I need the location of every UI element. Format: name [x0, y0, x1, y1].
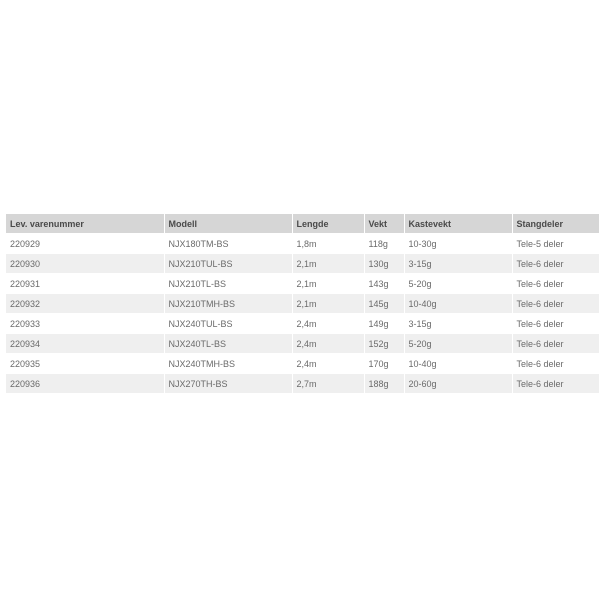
- header-supplier-number: Lev. varenummer: [6, 214, 164, 234]
- cell-length: 1,8m: [292, 234, 364, 254]
- table-row: [6, 274, 599, 294]
- header-row: [6, 214, 599, 234]
- cell-length: 2,4m: [292, 314, 364, 334]
- table-row: [6, 314, 599, 334]
- cell-model: NJX240TL-BS: [164, 334, 292, 354]
- cell-casting-weight: 3-15g: [404, 314, 512, 334]
- table-header: [6, 214, 599, 234]
- table-row: [6, 254, 599, 274]
- header-casting-weight: Kastevekt: [404, 214, 512, 234]
- cell-model: NJX210TL-BS: [164, 274, 292, 294]
- cell-rod-sections: Tele-6 deler: [512, 314, 599, 334]
- cell-supplier-number: 220934: [6, 334, 164, 354]
- cell-supplier-number: 220932: [6, 294, 164, 314]
- cell-length: 2,4m: [292, 334, 364, 354]
- cell-length: 2,1m: [292, 294, 364, 314]
- cell-casting-weight: 10-40g: [404, 294, 512, 314]
- cell-model: NJX240TMH-BS: [164, 354, 292, 374]
- header-length: Lengde: [292, 214, 364, 234]
- cell-weight: 143g: [364, 274, 404, 294]
- cell-casting-weight: 3-15g: [404, 254, 512, 274]
- cell-model: NJX270TH-BS: [164, 374, 292, 394]
- cell-supplier-number: 220933: [6, 314, 164, 334]
- cell-rod-sections: Tele-6 deler: [512, 254, 599, 274]
- cell-rod-sections: Tele-6 deler: [512, 274, 599, 294]
- cell-supplier-number: 220936: [6, 374, 164, 394]
- cell-casting-weight: 10-30g: [404, 234, 512, 254]
- cell-model: NJX210TMH-BS: [164, 294, 292, 314]
- cell-casting-weight: 10-40g: [404, 354, 512, 374]
- table-row: [6, 234, 599, 254]
- cell-casting-weight: 5-20g: [404, 274, 512, 294]
- cell-model: NJX180TM-BS: [164, 234, 292, 254]
- cell-weight: 188g: [364, 374, 404, 394]
- header-model: Modell: [164, 214, 292, 234]
- cell-model: NJX240TUL-BS: [164, 314, 292, 334]
- cell-casting-weight: 20-60g: [404, 374, 512, 394]
- cell-weight: 118g: [364, 234, 404, 254]
- cell-weight: 149g: [364, 314, 404, 334]
- header-rod-sections: Stangdeler: [512, 214, 599, 234]
- cell-weight: 145g: [364, 294, 404, 314]
- table-row: [6, 294, 599, 314]
- table-body: [6, 234, 599, 394]
- table-row: [6, 374, 599, 394]
- cell-supplier-number: 220929: [6, 234, 164, 254]
- cell-length: 2,1m: [292, 274, 364, 294]
- cell-rod-sections: Tele-6 deler: [512, 294, 599, 314]
- cell-rod-sections: Tele-6 deler: [512, 374, 599, 394]
- cell-weight: 130g: [364, 254, 404, 274]
- cell-rod-sections: Tele-5 deler: [512, 234, 599, 254]
- cell-weight: 170g: [364, 354, 404, 374]
- cell-rod-sections: Tele-6 deler: [512, 354, 599, 374]
- cell-length: 2,7m: [292, 374, 364, 394]
- cell-model: NJX210TUL-BS: [164, 254, 292, 274]
- cell-rod-sections: Tele-6 deler: [512, 334, 599, 354]
- cell-weight: 152g: [364, 334, 404, 354]
- cell-supplier-number: 220931: [6, 274, 164, 294]
- header-weight: Vekt: [364, 214, 404, 234]
- cell-length: 2,1m: [292, 254, 364, 274]
- cell-supplier-number: 220930: [6, 254, 164, 274]
- table-row: [6, 354, 599, 374]
- product-spec-table: [6, 214, 599, 394]
- cell-casting-weight: 5-20g: [404, 334, 512, 354]
- cell-supplier-number: 220935: [6, 354, 164, 374]
- table-row: [6, 334, 599, 354]
- cell-length: 2,4m: [292, 354, 364, 374]
